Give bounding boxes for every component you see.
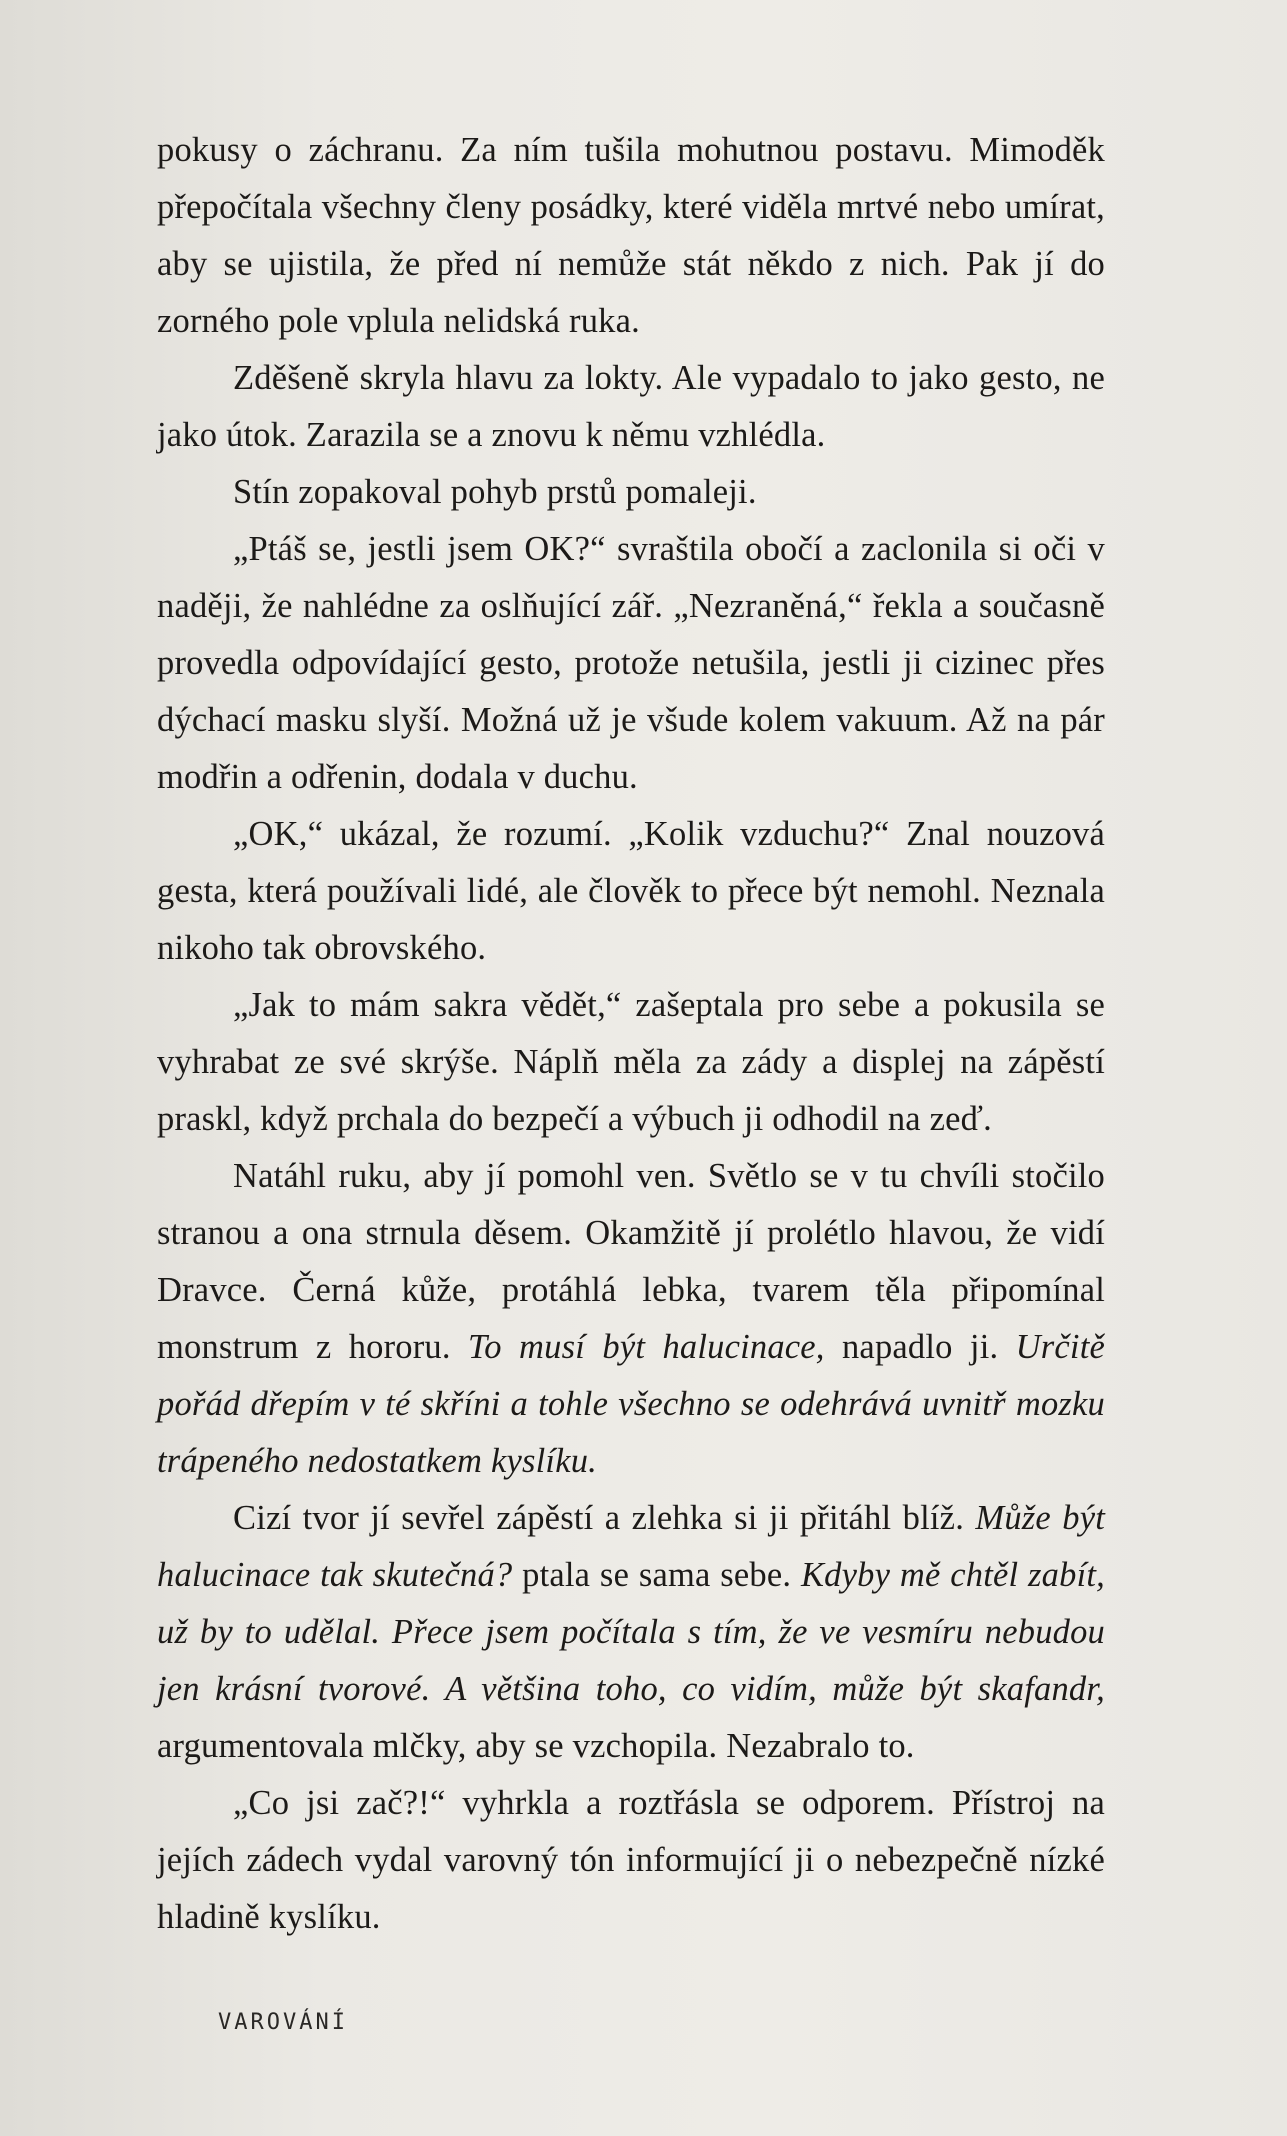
paragraph	[157, 122, 1105, 350]
text-segment: ptala se sama sebe.	[512, 1556, 801, 1594]
text-segment: Natáhl ruku, aby jí pomohl ven. Světlo se v tu chvíli stočilo stranou a ona strnula děsem. Okamžitě jí prolétlo hlavou, že vidí Dravce. Černá kůže, protáhlá lebka, tvarem těla připomínal monstrum z hororu.	[157, 1157, 1105, 1366]
text-segment: Zděšeně skryla hlavu za lokty. Ale vypadalo to jako gesto, ne jako útok. Zarazila se a znovu k němu vzhlédla.	[157, 359, 1105, 454]
italic-text: To musí být halucinace,	[468, 1328, 825, 1366]
text-segment: napadlo ji.	[824, 1328, 1016, 1366]
paragraph	[157, 1490, 1105, 1775]
paragraph	[157, 977, 1105, 1148]
paragraph	[157, 521, 1105, 806]
italic-text: Kdyby mě chtěl zabít, už by to udělal. Přece jsem počítala s tím, že ve vesmíru nebudou jen krásní tvorové. A většina toho, co vidím, může být skafandr,	[157, 1556, 1105, 1708]
paragraph	[157, 806, 1105, 977]
body-text	[157, 122, 1105, 1946]
running-footer-title: VAROVÁNÍ	[218, 2010, 348, 2035]
text-segment: pokusy o záchranu. Za ním tušila mohutnou postavu. Mimoděk přepočítala všechny členy posádky, které viděla mrtvé nebo umírat, aby se ujistila, že před ní nemůže stát někdo z nich. Pak jí do zorného pole vplula nelidská ruka.	[157, 131, 1105, 340]
italic-text: Určitě pořád dřepím v té skříni a tohle všechno se odehrává uvnitř mozku trápeného nedostatkem kyslíku.	[157, 1328, 1105, 1480]
text-segment: Stín zopakoval pohyb prstů pomaleji.	[233, 473, 757, 511]
italic-text: Může být halucinace tak skutečná?	[157, 1499, 1105, 1594]
paragraph	[157, 1775, 1105, 1946]
text-segment: „Jak to mám sakra vědět,“ zašeptala pro sebe a pokusila se vyhrabat ze své skrýše. Náplň měla za zády a displej na zápěstí praskl, když prchala do bezpečí a výbuch ji odhodil na zeď.	[157, 986, 1105, 1138]
paragraph	[157, 1148, 1105, 1490]
text-segment: Cizí tvor jí sevřel zápěstí a zlehka si ji přitáhl blíž.	[233, 1499, 976, 1537]
text-segment: „Ptáš se, jestli jsem OK?“ svraštila obočí a zaclonila si oči v naději, že nahlédne za oslňující zář. „Nezraněná,“ řekla a současně provedla odpovídající gesto, protože netušila, jestli ji cizinec přes dýchací masku slyší. Možná už je všude kolem vakuum. Až na pár modřin a odřenin, dodala v duchu.	[157, 530, 1105, 796]
paragraph	[157, 350, 1105, 464]
text-segment: „OK,“ ukázal, že rozumí. „Kolik vzduchu?“ Znal nouzová gesta, která používali lidé, ale člověk to přece být nemohl. Neznala nikoho tak obrovského.	[157, 815, 1105, 967]
paragraph	[157, 464, 1105, 521]
text-segment: argumentovala mlčky, aby se vzchopila. Nezabralo to.	[157, 1727, 915, 1765]
text-segment: „Co jsi zač?!“ vyhrkla a roztřásla se odporem. Přístroj na jejích zádech vydal varovný tón informující ji o nebezpečně nízké hladině kyslíku.	[157, 1784, 1105, 1936]
